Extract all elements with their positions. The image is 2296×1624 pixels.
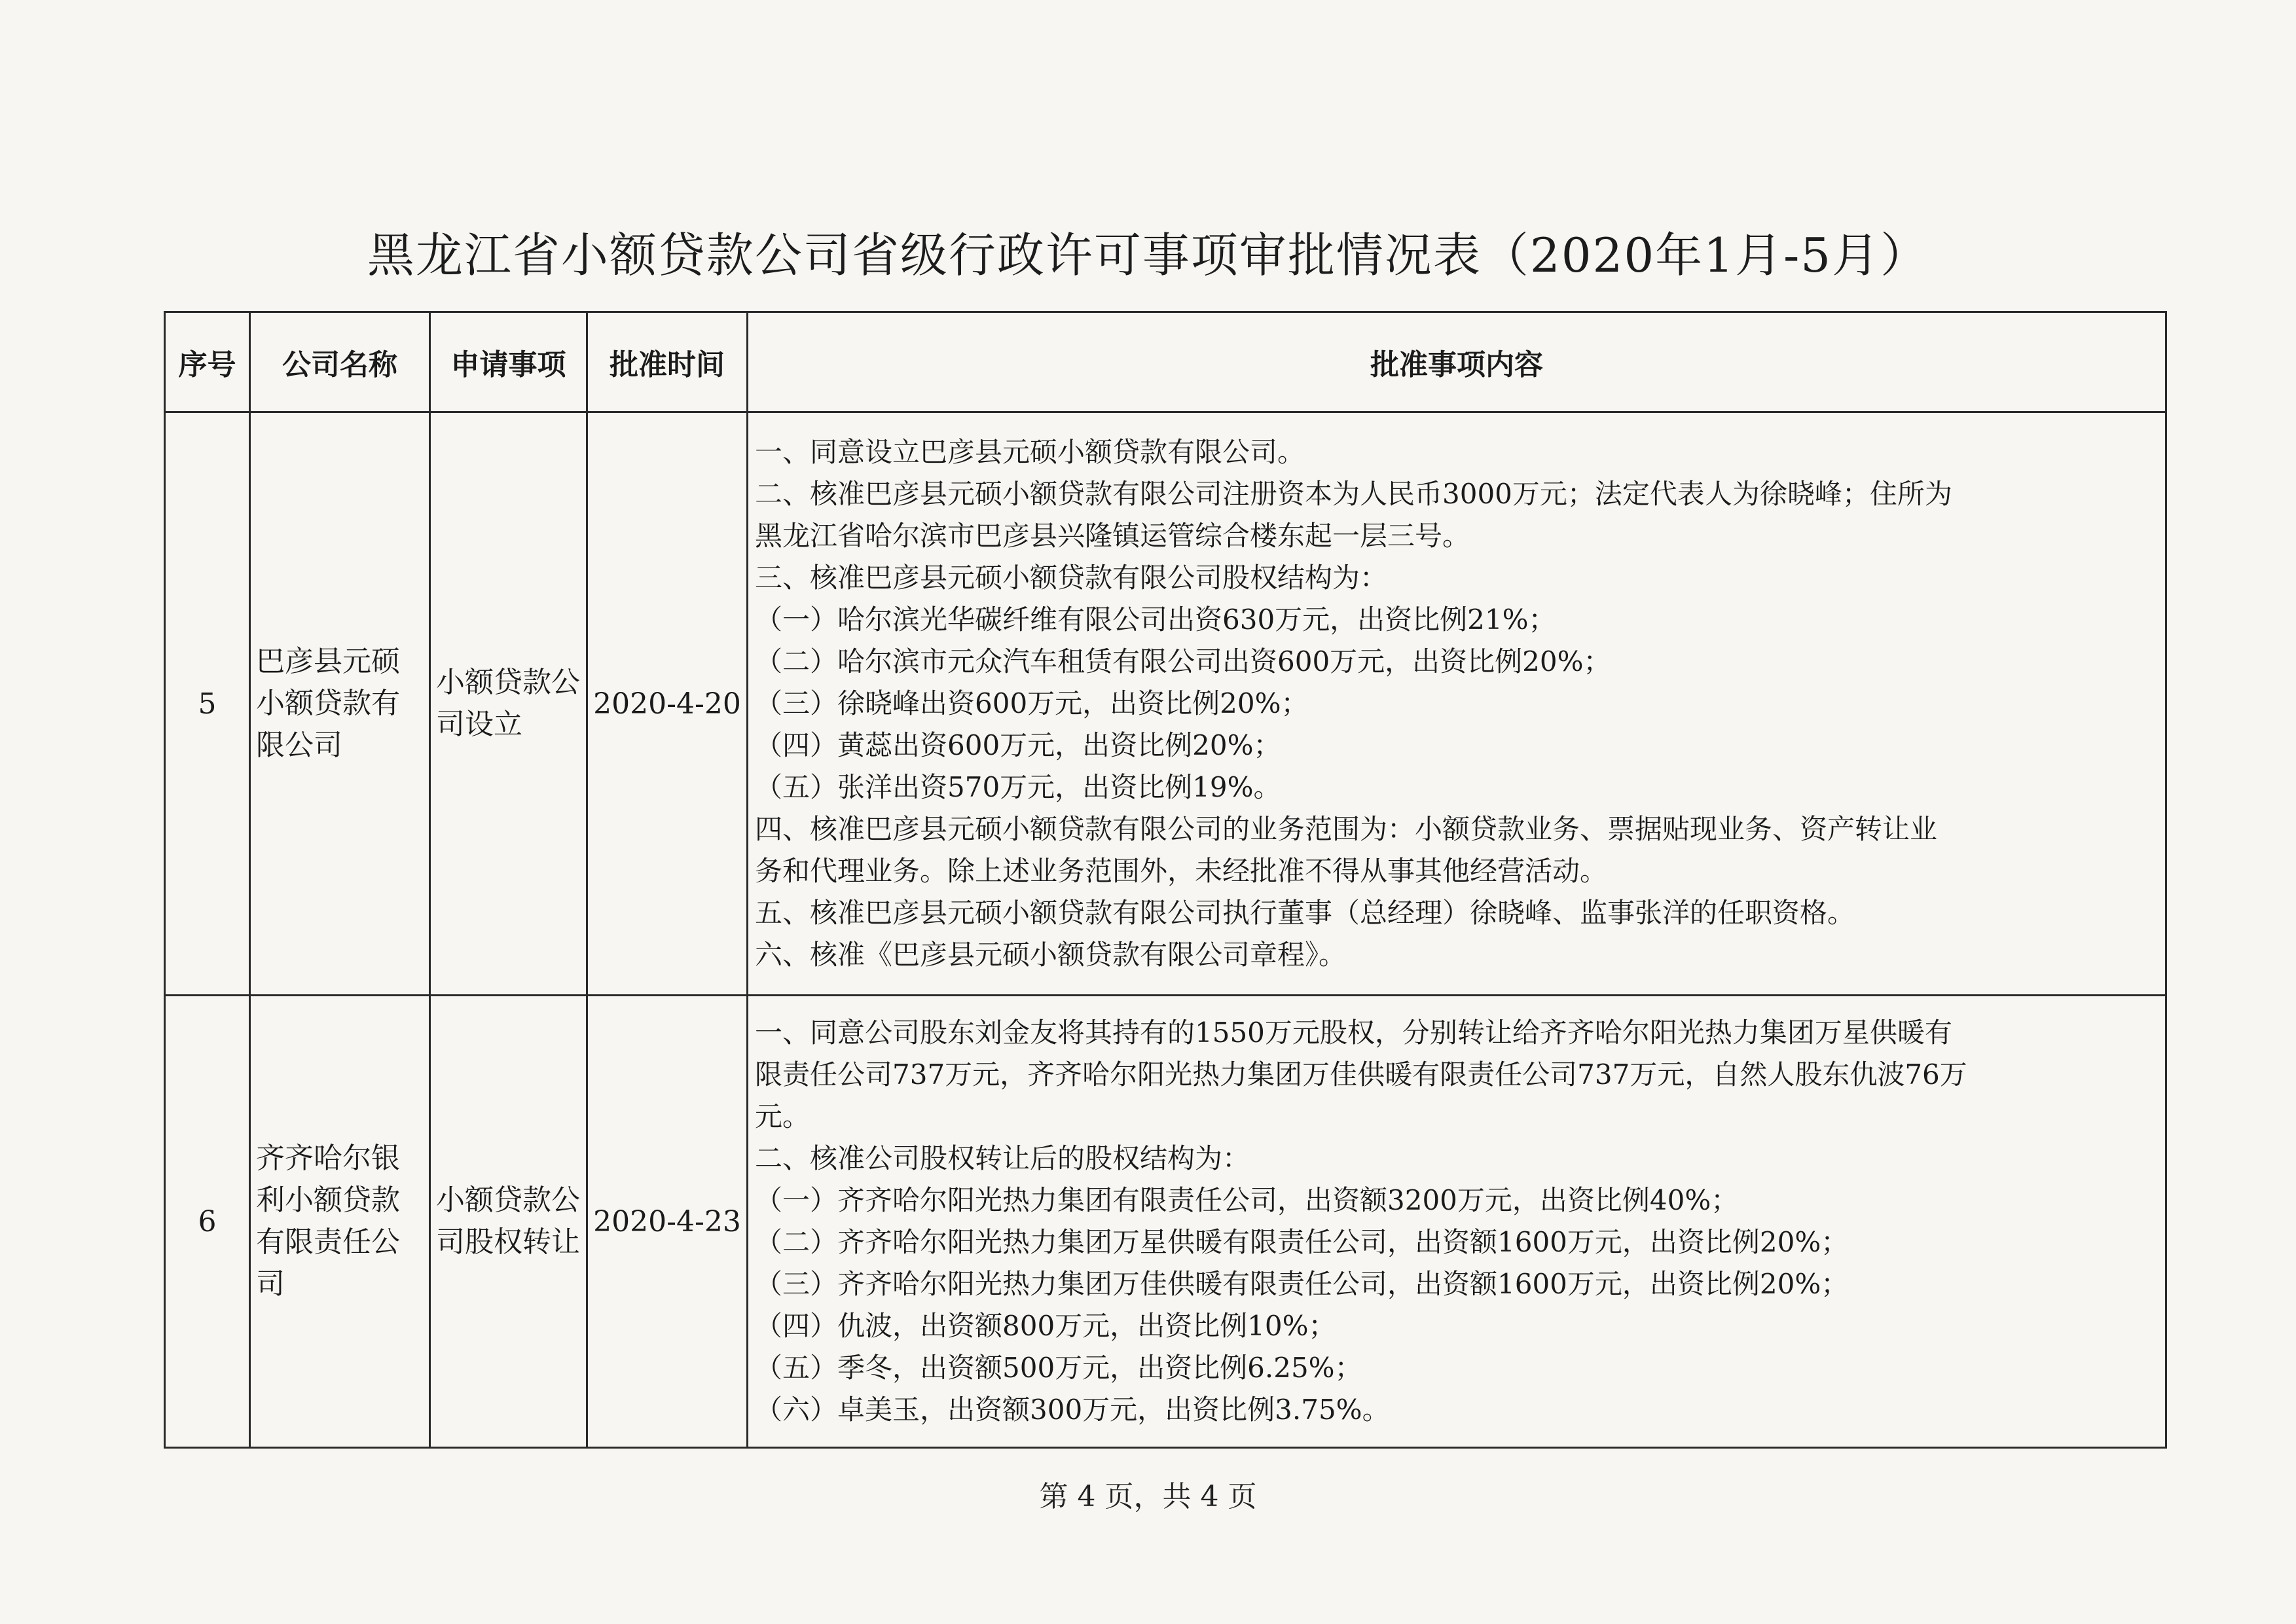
page-footer: 第 4 页，共 4 页	[1039, 1480, 1257, 1513]
content-line: 限责任公司737万元，齐齐哈尔阳光热力集团万佳供暖有限责任公司737万元，自然人股东仇波76万	[755, 1058, 1967, 1091]
row-no: 5	[165, 412, 250, 996]
content-line: （五）张洋出资570万元，出资比例19%。	[755, 771, 1281, 803]
table-header-row	[165, 312, 2166, 412]
content-line: 二、核准公司股权转让后的股权结构为：	[755, 1142, 1250, 1174]
row-matter: 小额贷款公司股权转让	[430, 996, 587, 1448]
content-line: 六、核准《巴彦县元硕小额贷款有限公司章程》。	[755, 939, 1347, 971]
row-company: 齐齐哈尔银利小额贷款有限责任公司	[250, 996, 430, 1448]
content-line: （三）徐晓峰出资600万元，出资比例20%；	[755, 687, 1309, 719]
content-line: （六）卓美玉，出资额300万元，出资比例3.75%。	[755, 1394, 1390, 1426]
row-date: 2020-4-23	[587, 996, 748, 1448]
content-line: （一）齐齐哈尔阳光热力集团有限责任公司，出资额3200万元，出资比例40%；	[755, 1184, 1739, 1216]
row-company: 巴彦县元硕小额贷款有限公司	[250, 412, 430, 996]
row-matter: 小额贷款公司设立	[430, 412, 587, 996]
content-line: （四）仇波，出资额800万元，出资比例10%；	[755, 1310, 1336, 1342]
row-date: 2020-4-20	[587, 412, 748, 996]
row-content	[748, 996, 2166, 1448]
content-line: 元。	[755, 1100, 811, 1132]
header-no: 序号	[165, 312, 250, 412]
content-line: 黑龙江省哈尔滨市巴彦县兴隆镇运管综合楼东起一层三号。	[755, 520, 1470, 552]
content-line: 务和代理业务。除上述业务范围外，未经批准不得从事其他经营活动。	[755, 855, 1608, 887]
content-line: （五）季冬，出资额500万元，出资比例6.25%；	[755, 1352, 1362, 1384]
content-line: （一）哈尔滨光华碳纤维有限公司出资630万元，出资比例21%；	[755, 604, 1556, 636]
page-title: 黑龙江省小额贷款公司省级行政许可事项审批情况表（2020年1月-5月）	[367, 228, 1929, 283]
content-line: （四）黄蕊出资600万元，出资比例20%；	[755, 729, 1281, 761]
content-line: （二）哈尔滨市元众汽车租赁有限公司出资600万元，出资比例20%；	[755, 645, 1611, 677]
content-line: 二、核准巴彦县元硕小额贷款有限公司注册资本为人民币3000万元；法定代表人为徐晓峰；住所为	[755, 478, 1952, 510]
content-line: （二）齐齐哈尔阳光热力集团万星供暖有限责任公司，出资额1600万元，出资比例20%；	[755, 1226, 1849, 1258]
header-date: 批准时间	[587, 312, 748, 412]
table-row	[165, 996, 2166, 1448]
row-no: 6	[165, 996, 250, 1448]
header-content: 批准事项内容	[748, 312, 2166, 412]
content-line: 五、核准巴彦县元硕小额贷款有限公司执行董事（总经理）徐晓峰、监事张洋的任职资格。	[755, 897, 1855, 929]
content-line: 一、同意设立巴彦县元硕小额贷款有限公司。	[755, 436, 1305, 468]
content-line: 四、核准巴彦县元硕小额贷款有限公司的业务范围为：小额贷款业务、票据贴现业务、资产转让业	[755, 813, 1938, 845]
content-line: （三）齐齐哈尔阳光热力集团万佳供暖有限责任公司，出资额1600万元，出资比例20%；	[755, 1268, 1849, 1300]
header-company: 公司名称	[250, 312, 430, 412]
table-row	[165, 412, 2166, 996]
header-matter: 申请事项	[430, 312, 587, 412]
content-line: 三、核准巴彦县元硕小额贷款有限公司股权结构为：	[755, 562, 1388, 594]
approval-table	[164, 311, 2167, 1449]
content-line: 一、同意公司股东刘金友将其持有的1550万元股权，分别转让给齐齐哈尔阳光热力集团万星供暖有	[755, 1017, 1952, 1049]
row-content	[748, 412, 2166, 996]
